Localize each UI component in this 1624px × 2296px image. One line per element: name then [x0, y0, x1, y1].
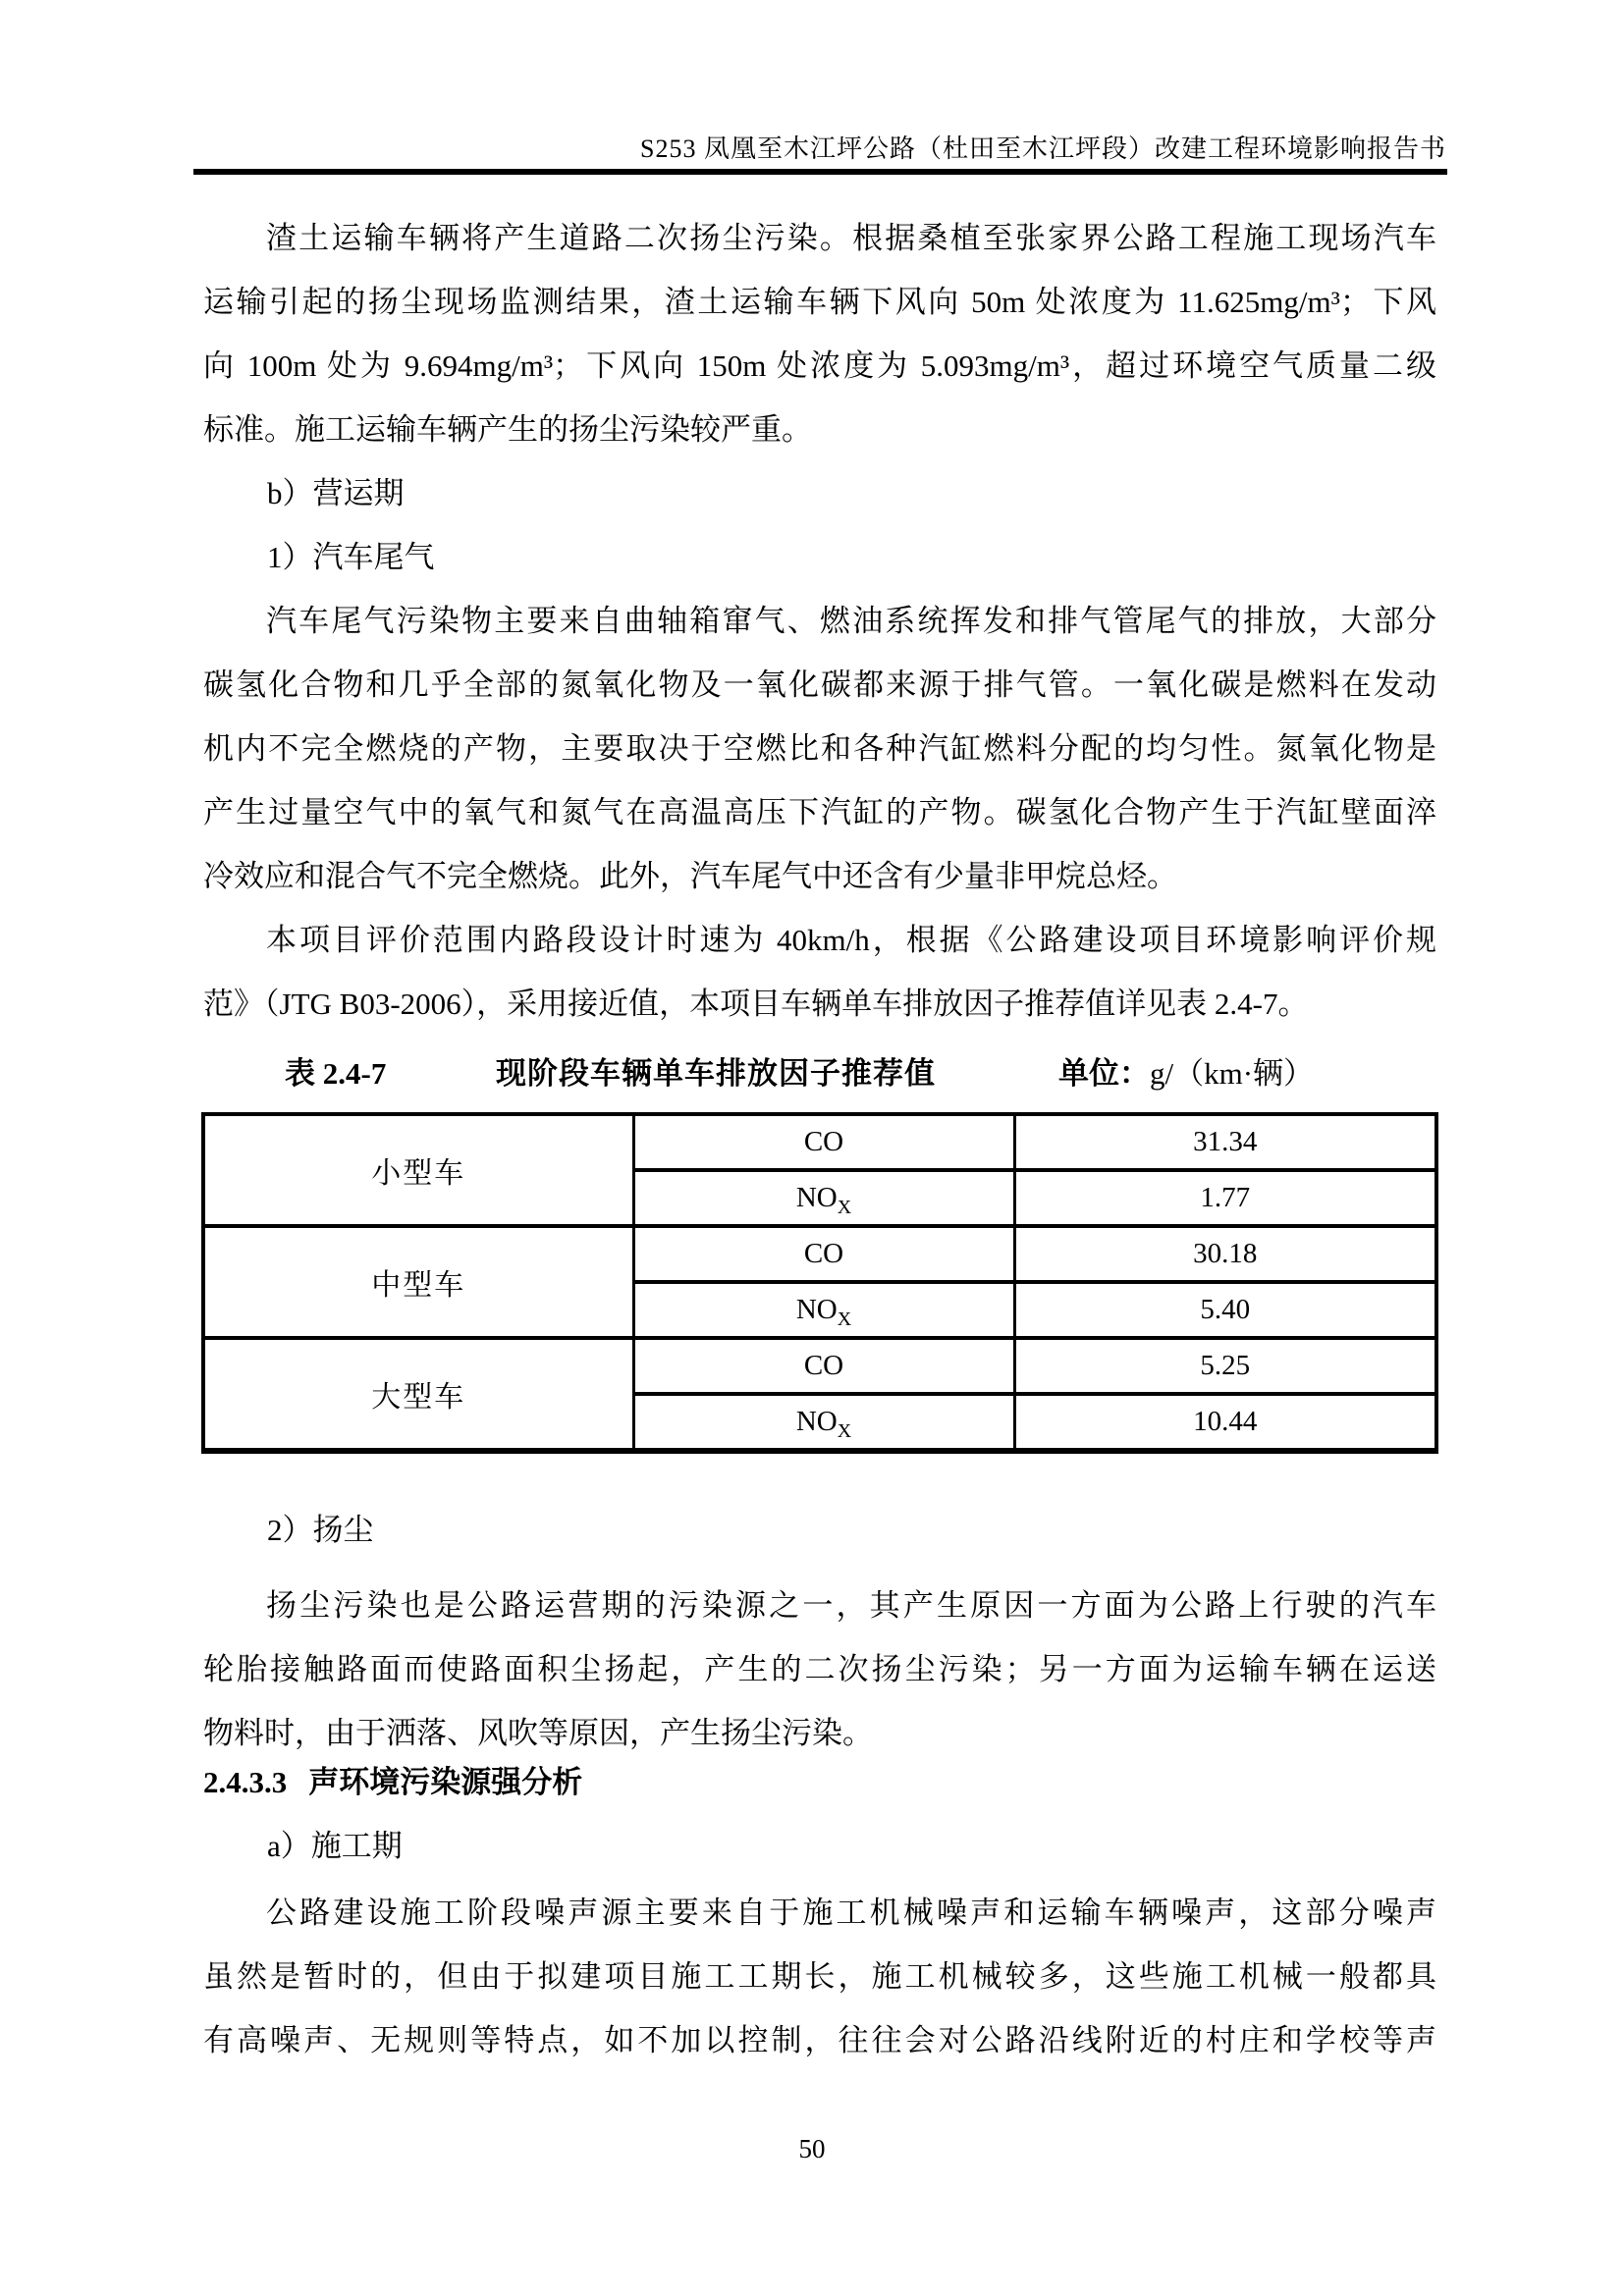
pollutant-name: CO — [803, 1126, 844, 1157]
emission-factors-table — [201, 1112, 1438, 1454]
text-line: 本项目评价范围内路段设计时速为 40km/h，根据《公路建设项目环境影响评价规 — [266, 923, 1436, 957]
value-cell: 5.40 — [1014, 1282, 1436, 1338]
list-item-dust: 2）扬尘 — [267, 1513, 374, 1547]
page-number: 50 — [798, 2134, 826, 2163]
text-line: 冷效应和混合气不完全燃烧。此外，汽车尾气中还含有少量非甲烷总烃。 — [203, 859, 1177, 893]
table-row — [203, 1226, 1436, 1282]
pollutant-name: NO — [795, 1406, 838, 1437]
text-line: 运输引起的扬尘现场监测结果，渣土运输车辆下风向 50m 处浓度为 11.625mg/m³；下风 — [203, 285, 1436, 319]
value-cell: 10.44 — [1014, 1394, 1436, 1451]
pollutant-cell — [633, 1170, 1014, 1226]
text-line: 机内不完全燃烧的产物，主要取决于空燃比和各种汽缸燃料分配的均匀性。氮氧化物是 — [203, 731, 1436, 766]
pollutant-subscript: X — [837, 1308, 852, 1330]
pollutant-name: NO — [795, 1182, 838, 1213]
text-line: 有高噪声、无规则等特点，如不加以控制，往往会对公路沿线附近的村庄和学校等声 — [203, 2023, 1436, 2057]
paragraph-exhaust-sources — [203, 589, 1436, 908]
paragraph-design-speed — [203, 908, 1436, 1036]
header-rule — [193, 169, 1447, 175]
table-number: 表 2.4-7 — [285, 1056, 387, 1091]
pollutant-name: NO — [795, 1294, 838, 1325]
value-cell: 31.34 — [1014, 1114, 1436, 1170]
pollutant-subscript: X — [837, 1196, 852, 1218]
text-line: 向 100m 处为 9.694mg/m³；下风向 150m 处浓度为 5.093mg/m³，超过环境空气质量二级 — [203, 348, 1436, 383]
pollutant-name: CO — [803, 1350, 844, 1381]
text-line: 碳氢化合物和几乎全部的氮氧化物及一氧化碳都来源于排气管。一氧化碳是燃料在发动 — [203, 667, 1436, 702]
paragraph-construction-noise — [203, 1881, 1436, 2072]
vehicle-type-cell: 小型车 — [203, 1114, 633, 1226]
text-line: 渣土运输车辆将产生道路二次扬尘污染。根据桑植至张家界公路工程施工现场汽车 — [266, 221, 1436, 255]
text-line: 汽车尾气污染物主要来自曲轴箱窜气、燃油系统挥发和排气管尾气的排放，大部分 — [266, 604, 1436, 638]
table-unit-value: g/（km·辆） — [1150, 1056, 1315, 1091]
pollutant-name: CO — [803, 1238, 844, 1269]
table-caption — [0, 1041, 1624, 1105]
pollutant-cell — [633, 1394, 1014, 1451]
table-unit-label: 单位： — [1058, 1056, 1150, 1091]
list-item-vehicle-exhaust: 1）汽车尾气 — [267, 540, 435, 574]
text-line: 公路建设施工阶段噪声源主要来自于施工机械噪声和运输车辆噪声，这部分噪声 — [266, 1896, 1436, 1930]
table-title: 现阶段车辆单车排放因子推荐值 — [496, 1056, 936, 1091]
value-cell: 30.18 — [1014, 1226, 1436, 1282]
text-line: 虽然是暂时的，但由于拟建项目施工工期长，施工机械较多，这些施工机械一般都具 — [203, 1959, 1436, 1994]
pollutant-cell — [633, 1114, 1014, 1170]
list-item-construction-period: a）施工期 — [267, 1829, 403, 1863]
section-title: 声环境污染源强分析 — [308, 1765, 583, 1799]
vehicle-type-cell: 中型车 — [203, 1226, 633, 1338]
text-line: 标准。施工运输车辆产生的扬尘污染较严重。 — [203, 412, 812, 447]
table-unit — [1058, 1041, 1314, 1105]
text-line: 轮胎接触路面而使路面积尘扬起，产生的二次扬尘污染；另一方面为运输车辆在运送 — [203, 1652, 1436, 1686]
value-cell: 5.25 — [1014, 1338, 1436, 1394]
pollutant-cell — [633, 1282, 1014, 1338]
value-cell: 1.77 — [1014, 1170, 1436, 1226]
running-header: S253 凤凰至木江坪公路（杜田至木江坪段）改建工程环境影响报告书 — [640, 134, 1446, 163]
pollutant-cell — [633, 1226, 1014, 1282]
paragraph-dust-construction — [203, 206, 1436, 461]
vehicle-type-cell: 大型车 — [203, 1338, 633, 1451]
text-line: 范》（JTG B03-2006），采用接近值，本项目车辆单车排放因子推荐值详见表 2.4-7。 — [203, 987, 1309, 1021]
list-item-operation-period: b）营运期 — [267, 476, 405, 510]
section-heading-noise-analysis — [203, 1750, 582, 1814]
section-number: 2.4.3.3 — [203, 1765, 288, 1799]
paragraph-operation-dust — [203, 1574, 1436, 1765]
table-row — [203, 1338, 1436, 1394]
text-line: 扬尘污染也是公路运营期的污染源之一，其产生原因一方面为公路上行驶的汽车 — [266, 1588, 1436, 1623]
pollutant-subscript: X — [837, 1419, 852, 1442]
text-line: 物料时，由于洒落、风吹等原因，产生扬尘污染。 — [203, 1716, 873, 1750]
text-line: 产生过量空气中的氧气和氮气在高温高压下汽缸的产物。碳氢化合物产生于汽缸壁面淬 — [203, 795, 1436, 829]
pollutant-cell — [633, 1338, 1014, 1394]
table-row — [203, 1114, 1436, 1170]
